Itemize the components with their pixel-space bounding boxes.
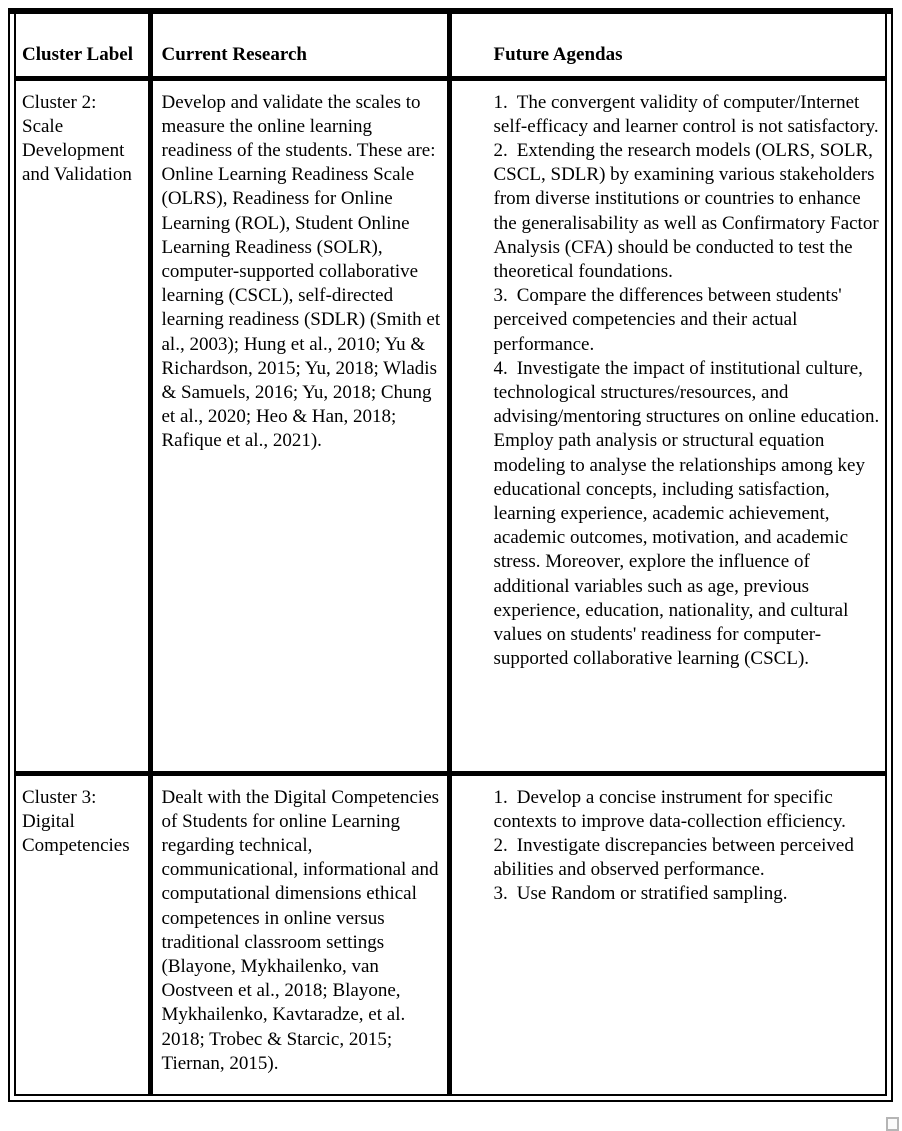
agenda-item-number: 2. [493,834,508,856]
table-resize-handle[interactable] [886,1117,899,1131]
cluster-3-current-research-text: Dealt with the Digital Competencies of Students for online Learning regarding technical, communicational, informational and computational dimensions ethical competences in online versus traditional classroom settings (Blayone, Mykhailenko, van Oostveen et al., 2018; Blayone, Mykhailenko, Kavtaradze, et al. 2018; Trobec & Starcic, 2015; Tiernan, 2015). [161,786,440,1074]
column-header-cluster-label: Cluster Label [15,14,150,78]
agenda-item-number: 1. [493,91,508,113]
agenda-item-text: Investigate the impact of institutional culture, technological structures/resources, and advising/mentoring structures on online education. Employ path analysis or structural equation modeling to analyse the relationships among key educational concepts, including satisfaction, learning experience, academic achievement, academic outcomes, motivation, and academic stress. Moreover, explore the influence of additional variables such as age, previous experience, education, nationality, and cultural values on students' readiness for computer-supported collaborative learning (CSCL). [493,357,880,670]
agenda-item-number: 3. [493,883,508,905]
agenda-item-text: Extending the research models (OLRS, SOLR, CSCL, SDLR) by examining various stakeholders from diverse institutions or countries to enhance the generalisability as well as Confirmatory Factor Analysis (CFA) should be conducted to test the theoretical foundations. [493,139,879,282]
agenda-item [494,834,882,882]
agenda-item-text: Use Random or stratified sampling. [516,883,788,905]
agenda-item-number: 2. [493,139,508,161]
agenda-item-number: 3. [493,285,508,307]
research-clusters-table [14,14,887,1096]
table-row-cluster-3 [15,773,886,1095]
cluster-2-label-text: Cluster 2: Scale Development and Validation [22,91,132,186]
cell-cluster-2-current-research [150,78,449,773]
agenda-item [494,91,882,139]
cell-cluster-3-future-agendas [449,773,886,1095]
column-header-future-agendas: Future Agendas [449,14,886,78]
agenda-item [494,284,882,357]
agenda-item-text: The convergent validity of computer/Internet self-efficacy and learner control is not satisfactory. [493,91,879,137]
table-row-cluster-2 [15,78,886,773]
cell-cluster-3-current-research [150,773,449,1095]
agenda-item [494,882,882,906]
column-header-current-research: Current Research [150,14,449,78]
cell-cluster-3-label [15,773,150,1095]
agenda-item-text: Investigate discrepancies between perceived abilities and observed performance. [493,834,854,881]
cluster-2-current-research-text: Develop and validate the scales to measure the online learning readiness of the students. These are: Online Learning Readiness Scale (OLRS), Readiness for Online Learning (ROL), Student Online Learning Readiness (SOLR), computer-supported collaborative learning (CSCL), self-directed learning readiness (SDLR) (Smith et al., 2003); Hung et al., 2010; Yu & Richardson, 2015; Yu, 2018; Wladis & Samuels, 2016; Yu, 2018; Chung et al., 2020; Heo & Han, 2018; Rafique et al., 2021). [161,91,441,452]
cluster-3-label-text: Cluster 3: Digital Competencies [22,786,130,856]
agenda-item-text: Develop a concise instrument for specific contexts to improve data-collection efficiency. [493,786,846,832]
table-header-row [15,14,886,78]
agenda-item-number: 1. [493,786,508,808]
cell-cluster-2-label [15,78,150,773]
agenda-item [494,139,882,284]
agenda-item [494,357,882,672]
agenda-item-text: Compare the differences between students' perceived competencies and their actual performance. [493,285,842,355]
agenda-item-number: 4. [493,357,508,379]
cell-cluster-2-future-agendas [449,78,886,773]
table-frame [8,8,893,1102]
agenda-item [494,786,882,834]
